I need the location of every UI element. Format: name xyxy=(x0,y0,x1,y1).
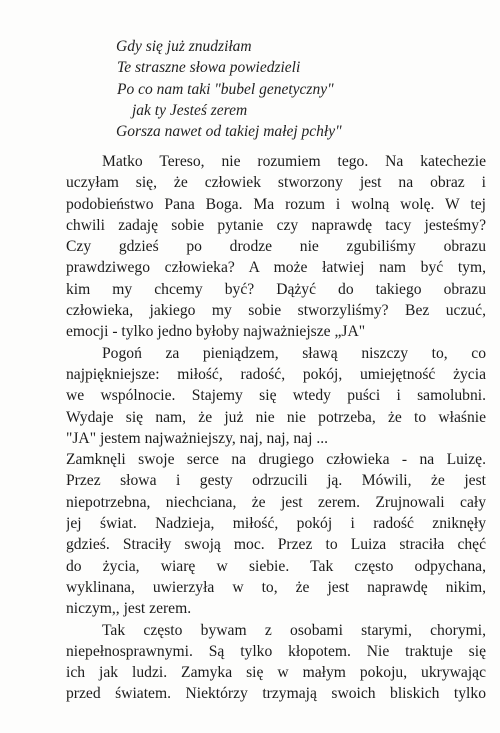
text-line: niepełnosprawnymi. Są tylko kłopotem. Nie traktuje się xyxy=(66,642,486,660)
text-line: Matko Tereso, nie rozumiem tego. Na katechezie xyxy=(102,153,486,170)
text-line: uczyłam się, że człowiek stworzony jest na obraz i xyxy=(66,174,486,192)
text-line: "JA" jestem najważniejszy, naj, naj, naj ... xyxy=(66,429,329,447)
text-line: niepotrzebna, niechciana, że jest zerem. Zrujnowali cały xyxy=(66,493,486,511)
poem-line: Te straszne słowa powiedzieli xyxy=(117,59,301,77)
text-line: podobieństwo Pana Boga. Ma rozum i wolną wolę. W tej xyxy=(66,195,486,213)
text-line: Czy gdzieś po drodze nie zgubiliśmy obrazu xyxy=(66,238,486,256)
poem-line: jak ty Jesteś zerem xyxy=(132,101,248,119)
text-line: niczym,, jest zerem. xyxy=(66,600,192,618)
text-line: Wydaje się nam, że już nie nie potrzeba, że to właśnie xyxy=(66,408,486,426)
text-line: Tak często bywam z osobami starymi, chorymi, xyxy=(102,621,486,639)
prose-body xyxy=(66,151,486,705)
text-line: człowieka, jakiego my sobie stworzyliśmy? Bez uczuć, xyxy=(66,302,486,320)
text-line: we wspólnocie. Stajemy się wtedy puści i samolubni. xyxy=(66,387,486,405)
text-line: Pogoń za pieniądzem, sławą niszczy to, co xyxy=(102,344,486,362)
poem-stanza xyxy=(116,36,476,142)
text-line: ich jak ludzi. Zamyka się w małym pokoju, ukrywając xyxy=(66,664,486,682)
text-line: gdzieś. Straciły swoją moc. Przez to Luiza straciła chęć xyxy=(66,536,486,554)
text-line: wyklinana, uwierzyła w to, że jest naprawdę nikim, xyxy=(66,578,486,596)
text-line: kim my chcemy być? Dążyć do takiego obrazu xyxy=(66,280,486,298)
text-line: najpiękniejsze: miłość, radość, pokój, umiejętność życia xyxy=(66,365,486,383)
text-line: przed światem. Niektórzy trzymają swoich bliskich tylko xyxy=(66,685,486,703)
text-line: Zamknęli swoje serce na drugiego człowieka - na Luizę. xyxy=(66,451,486,469)
poem-line: Gorsza nawet od takiej małej pchły" xyxy=(116,123,342,141)
text-line: emocji - tylko jedno byłoby najważniejsze „JA" xyxy=(66,323,366,341)
poem-line: Po co nam taki "bubel genetyczny" xyxy=(117,80,334,98)
text-line: chwili zadaję sobie pytanie czy naprawdę tacy jesteśmy? xyxy=(66,216,486,234)
text-line: prawdziwego człowieka? A może łatwiej nam być tym, xyxy=(66,259,486,277)
text-line: jej świat. Nadzieja, miłość, pokój i radość zniknęły xyxy=(66,515,486,533)
text-line: Przez słowa i gesty odrzucili ją. Mówili, że jest xyxy=(66,472,486,490)
text-line: do życia, wiarę w siebie. Tak często odpychana, xyxy=(66,557,486,575)
poem-line: Gdy się już znudziłam xyxy=(116,38,252,55)
